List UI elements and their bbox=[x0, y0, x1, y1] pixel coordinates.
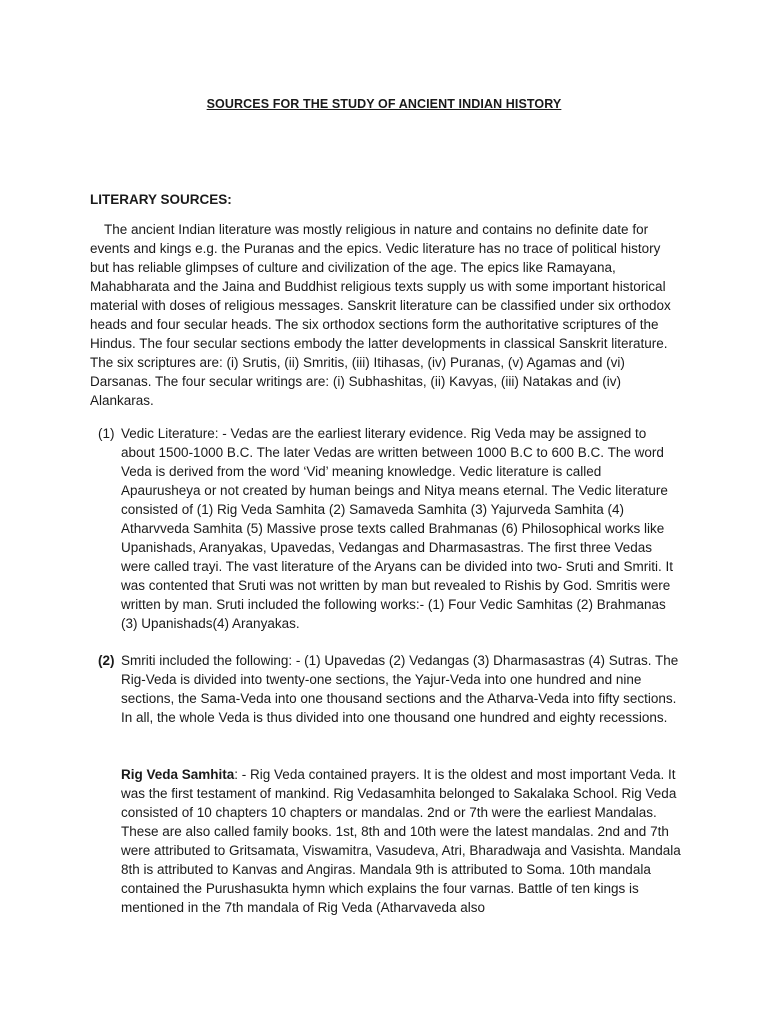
section-heading: LITERARY SOURCES: bbox=[90, 192, 232, 207]
paragraph-lead-term: Rig Veda Samhita bbox=[121, 767, 235, 782]
paragraph-text: : - Rig Veda contained prayers. It is the oldest and most important Veda. It was the first testament of mankind. Rig Vedasamhita belonged to Sakalaka School. Rig Veda consisted of 10 chapters 10 chapters or mandalas. 2nd or 7th were the earliest Mandalas. These are also called family books. 1st, 8th and 10th were the latest mandalas. 2nd and 7th were attributed to Gritsamata, Viswamitra, Vasudeva, Atri, Bharadwaja and Vasishta. Mandala 8th is attributed to Kanvas and Angiras. Mandala 9th is attributed to Soma. 10th mandala contained the Purushasukta hymn which explains the four varnas. Battle of ten kings is mentioned in the 7th mandala of Rig Veda (Atharvaveda also bbox=[121, 767, 681, 915]
rig-veda-samhita-paragraph bbox=[121, 765, 681, 917]
list-item-text: Smriti included the following: - (1) Upavedas (2) Vedangas (3) Dharmasastras (4) Sutras. The Rig-Veda is divided into twenty-one sections, the Yajur-Veda into one hundred and nine sections, the Sama-Veda into one thousand sections and the Atharva-Veda into fifty sections. In all, the whole Veda is thus divided into one thousand one hundred and eighty recessions. bbox=[121, 653, 679, 725]
intro-paragraph: The ancient Indian literature was mostly religious in nature and contains no definite date for events and kings e.g. the Puranas and the epics. Vedic literature has no trace of political history but has reliable glimpses of culture and civilization of the age. The epics like Ramayana, Mahabharata and the Jaina and Buddhist religious texts supply us with some important historical material with doses of religious messages. Sanskrit literature can be classified under six orthodox heads and four secular heads. The six orthodox sections form the authoritative scriptures of the Hindus. The four secular sections embody the latter developments in classical Sanskrit literature. The six scriptures are: (i) Srutis, (ii) Smritis, (iii) Itihasas, (iv) Puranas, (v) Agamas and (vi) Darsanas. The four secular writings are: (i) Subhashitas, (ii) Kavyas, (iii) Natakas and (iv) Alankaras. bbox=[90, 222, 671, 408]
list-item-vedic-literature bbox=[98, 424, 680, 633]
page-title: SOURCES FOR THE STUDY OF ANCIENT INDIAN HISTORY bbox=[206, 97, 562, 111]
list-item-number: (2) bbox=[98, 653, 115, 668]
list-item-number: (1) bbox=[98, 426, 115, 441]
list-item-text: Vedic Literature: - Vedas are the earliest literary evidence. Rig Veda may be assigned to about 1500-1000 B.C. The later Vedas are written between 1000 B.C to 600 B.C. The word Veda is derived from the word ‘Vid’ meaning knowledge. Vedic literature is called Apaurusheya or not created by human beings and Nitya means eternal. The Vedic literature consisted of (1) Rig Veda Samhita (2) Samaveda Samhita (3) Yajurveda Samhita (4) Atharvveda Samhita (5) Massive prose texts called Brahmanas (6) Philosophical works like Upanishads, Aranyakas, Upavedas, Vedangas and Dharmasastras. The first three Vedas were called trayi. The vast literature of the Aryans can be divided into two- Sruti and Smriti. It was contented that Sruti was not written by man but revealed to Rishis by God. Smritis were written by man. Sruti included the following works:- (1) Four Vedic Samhitas (2) Brahmanas (3) Upanishads(4) Aranyakas. bbox=[121, 426, 674, 631]
list-item-smriti bbox=[98, 651, 680, 727]
